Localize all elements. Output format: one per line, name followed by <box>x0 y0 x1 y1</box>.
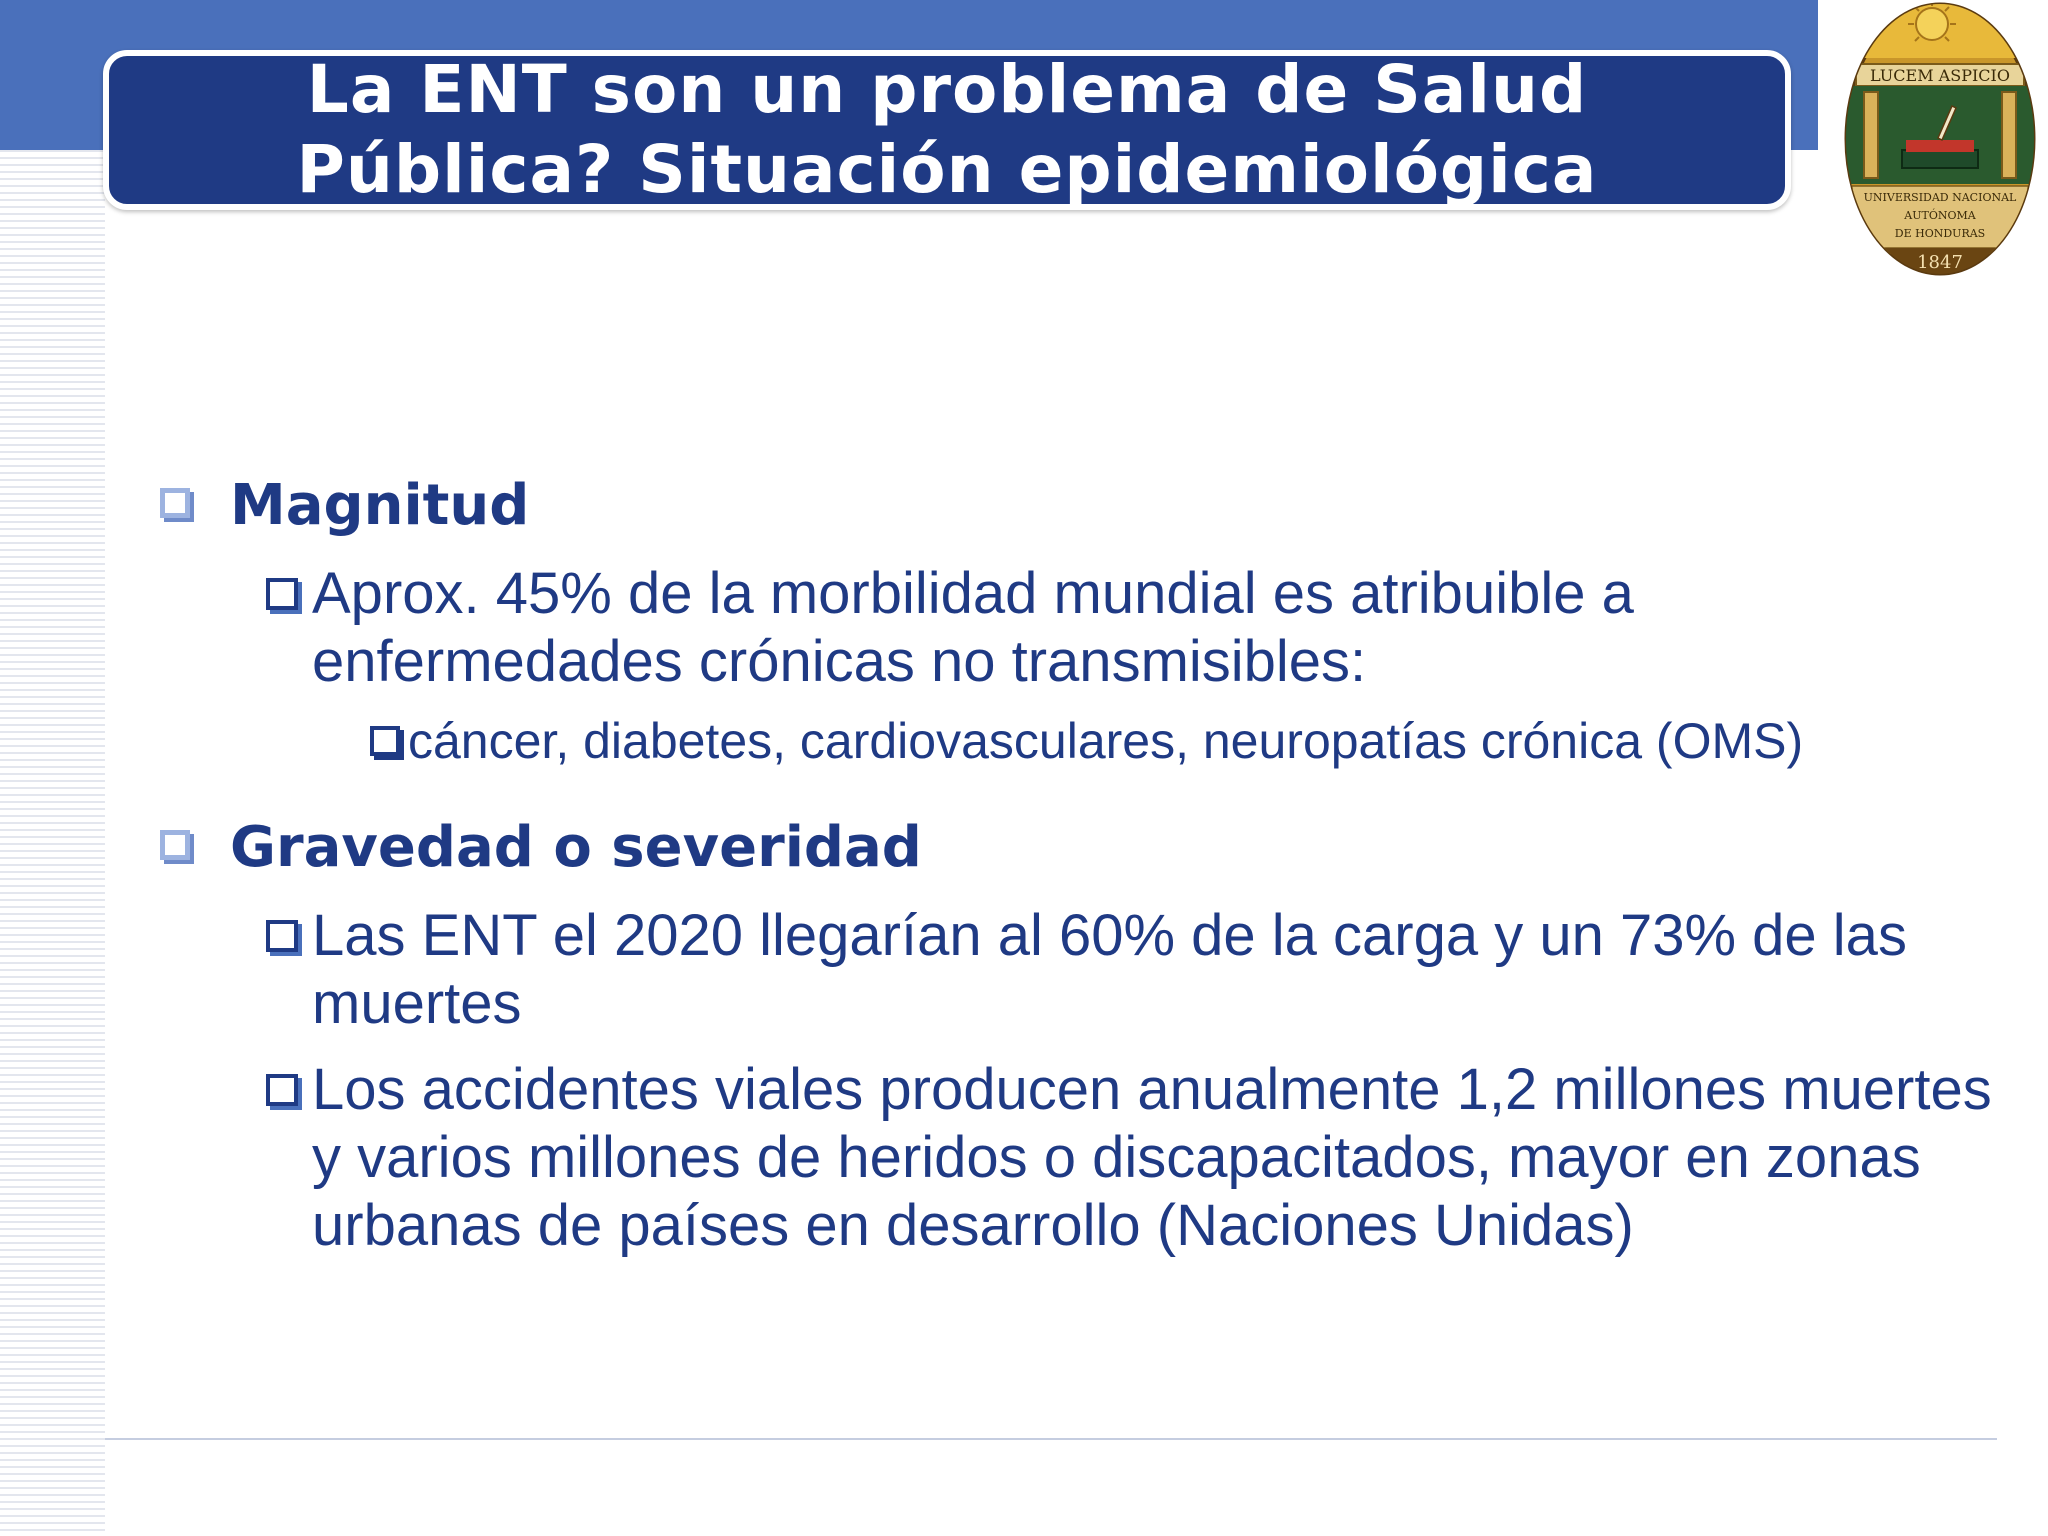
bullet-item <box>266 902 2000 1038</box>
hollow-square-icon <box>266 920 298 952</box>
hollow-square-icon <box>370 726 400 756</box>
slide-content <box>160 470 2000 1260</box>
bullet-item <box>266 560 2000 696</box>
section-heading-magnitud <box>160 470 2000 542</box>
seal-institution-line-2: AUTÓNOMA <box>1904 209 1976 222</box>
university-seal-icon <box>1842 0 2038 278</box>
section-heading-text: Gravedad o severidad <box>230 815 922 880</box>
hollow-square-icon <box>160 488 190 518</box>
left-stripe-decoration <box>0 150 105 1536</box>
section-heading-gravedad <box>160 812 2000 884</box>
footer-divider <box>105 1438 1997 1440</box>
hollow-square-icon <box>160 830 190 860</box>
seal-institution-line-3: DE HONDURAS <box>1894 227 1986 240</box>
seal-year: 1847 <box>1917 252 1963 273</box>
page-title-line-2: Pública? Situación epidemiológica <box>296 131 1598 208</box>
bullet-item-text: Las ENT el 2020 llegarían al 60% de la carga y un 73% de las muertes <box>312 903 1907 1036</box>
seal-institution-line-1: UNIVERSIDAD NACIONAL <box>1863 191 2017 204</box>
sub-bullet-item-text: cáncer, diabetes, cardiovasculares, neuropatías crónica (OMS) <box>408 713 1804 769</box>
bullet-item-text: Aprox. 45% de la morbilidad mundial es atribuible a enfermedades crónicas no transmisibles: <box>312 561 1634 694</box>
hollow-square-icon <box>266 1074 298 1106</box>
page-title-line-1: La ENT son un problema de Salud <box>306 51 1588 128</box>
hollow-square-icon <box>266 578 298 610</box>
sub-bullet-item <box>370 710 2000 772</box>
bullet-item <box>266 1056 2000 1260</box>
section-heading-text: Magnitud <box>230 473 530 538</box>
seal-motto: LUCEM ASPICIO <box>1870 66 2010 85</box>
bullet-item-text: Los accidentes viales producen anualmente 1,2 millones muertes y varios millones de heridos o discapacitados, mayor en zonas urbanas de países en desarrollo (Naciones Unidas) <box>312 1057 1992 1258</box>
title-box <box>103 50 1791 210</box>
